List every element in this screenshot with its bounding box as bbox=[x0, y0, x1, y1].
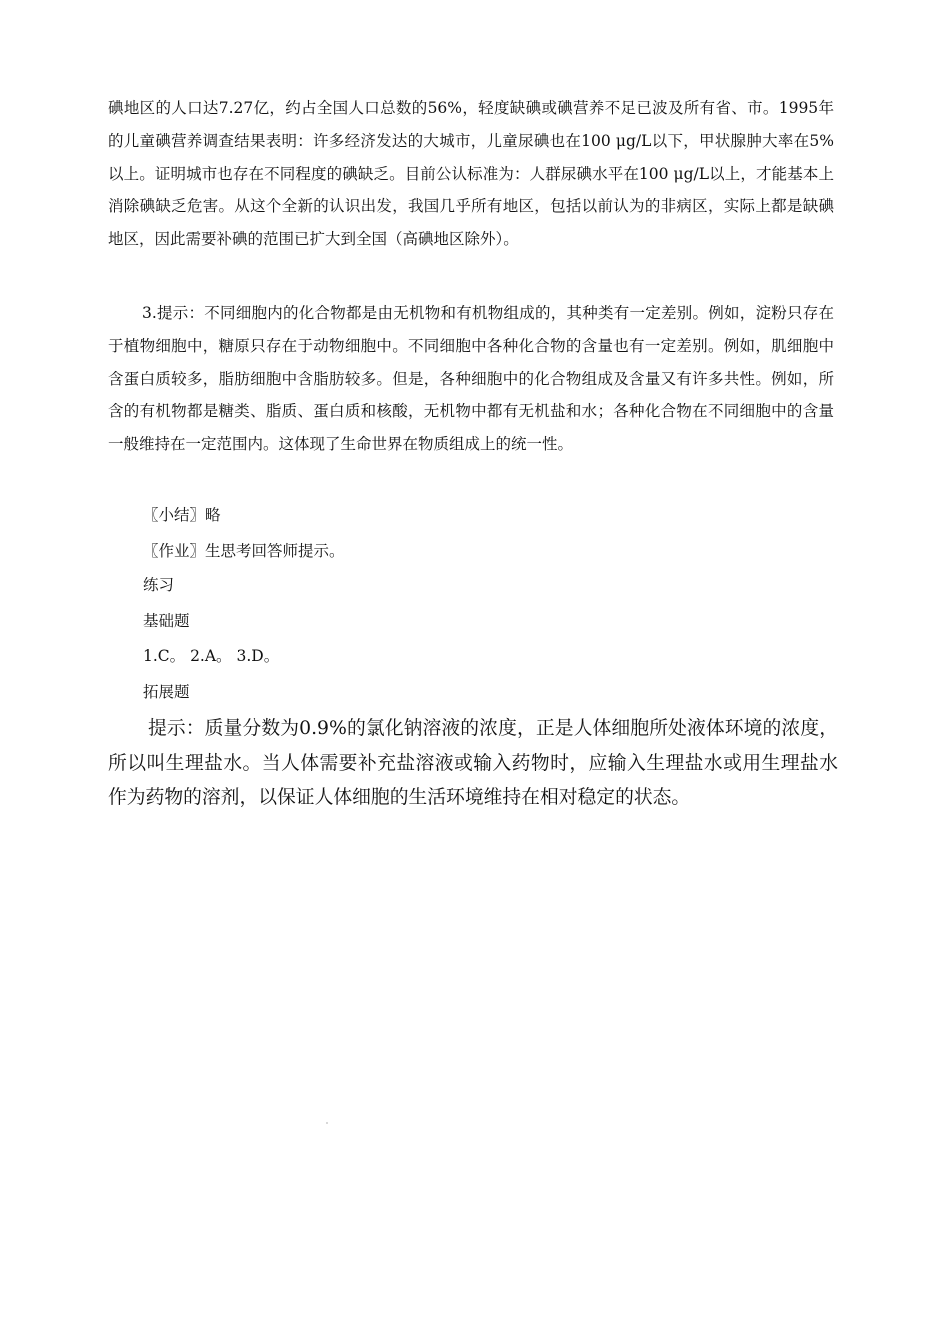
extension-questions-heading: 拓展题 bbox=[143, 683, 190, 701]
practice-heading: 练习 bbox=[143, 576, 175, 594]
saline-paragraph: 提示：质量分数为0.9%的氯化钠溶液的浓度，正是人体细胞所处液体环境的浓度，所以叫生理盐水。当人体需要补充盐溶液或输入药物时，应输入生理盐水或用生理盐水作为药物的溶剂，以保证人体细胞的生活环境维持在相对稳定的状态。 bbox=[108, 718, 838, 809]
basic-answers: 1.C。 2.A。 3.D。 bbox=[143, 647, 280, 665]
iodine-paragraph: 碘地区的人口达7.27亿，约占全国人口总数的56%，轻度缺碘或碘营养不足已波及所有省、市。1995年的儿童碘营养调查结果表明：许多经济发达的大城市，儿童尿碘也在100 μg/L以下，甲状腺肿大率在5%以上。证明城市也存在不同程度的碘缺乏。目前公认标准为：人群尿碘水平在100 μg/L以上，才能基本上消除碘缺乏危害。从这个全新的认识出发，我国几乎所有地区，包括以前认为的非病区，实际上都是缺碘地区，因此需要补碘的范围已扩大到全国（高碘地区除外）。 bbox=[108, 99, 834, 249]
homework-line: 〖作业〗生思考回答师提示。 bbox=[143, 542, 345, 560]
cell-compounds-paragraph: 3.提示：不同细胞内的化合物都是由无机物和有机物组成的，其种类有一定差别。例如，淀粉只存在于植物细胞中，糖原只存在于动物细胞中。不同细胞中各种化合物的含量也有一定差别。例如，肌细胞中含蛋白质较多，脂肪细胞中含脂肪较多。但是，各种细胞中的化合物组成及含量又有许多共性。例如，所含的有机物都是糖类、脂质、蛋白质和核酸，无机物中都有无机盐和水；各种化合物在不同细胞中的含量一般维持在一定范围内。这体现了生命世界在物质组成上的统一性。 bbox=[108, 304, 834, 454]
summary-line: 〖小结〗略 bbox=[143, 506, 221, 524]
basic-questions-heading: 基础题 bbox=[143, 612, 190, 630]
scan-speck bbox=[326, 1122, 328, 1124]
